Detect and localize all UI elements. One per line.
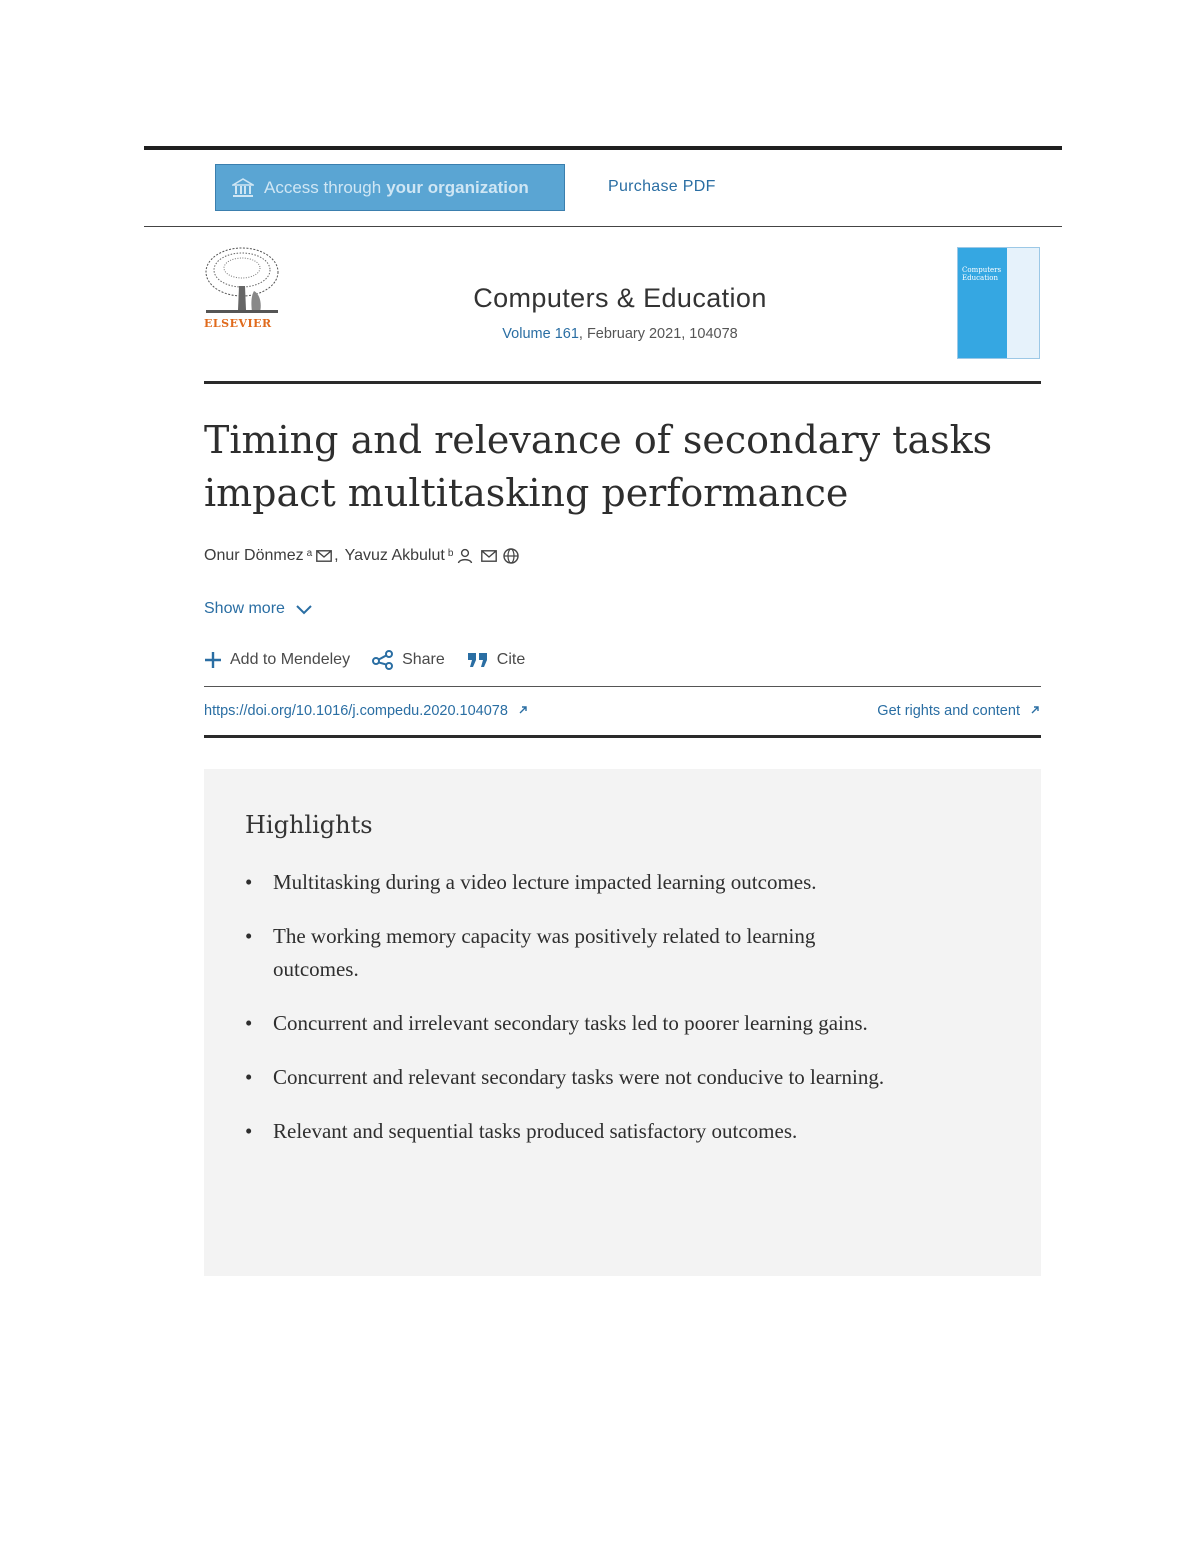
email-icon[interactable] <box>316 550 332 562</box>
highlight-item: • Relevant and sequential tasks produced satisfactory outcomes. <box>245 1115 885 1148</box>
elsevier-wordmark: ELSEVIER <box>204 317 272 330</box>
get-rights-link[interactable] <box>877 703 1040 719</box>
external-link-icon <box>518 705 528 715</box>
article-title: Timing and relevance of secondary tasks impact multitasking performance <box>204 418 993 515</box>
journal-volume-info <box>420 326 820 342</box>
cover-title-line1: Computers <box>962 266 1002 274</box>
highlights-title: Highlights <box>245 811 373 839</box>
cover-title-line2: Education <box>962 274 998 282</box>
cover-blue-panel <box>958 248 1007 358</box>
show-more-label: Show more <box>204 600 285 617</box>
external-link-icon <box>1030 705 1040 715</box>
access-through-organization-button[interactable] <box>215 164 565 211</box>
journal-divider <box>204 381 1041 384</box>
actions-divider <box>204 686 1041 687</box>
header-divider <box>144 226 1062 227</box>
purchase-pdf-link[interactable]: Purchase PDF <box>608 178 716 195</box>
doi-link[interactable] <box>204 703 528 719</box>
institution-icon <box>232 178 254 198</box>
doi-divider <box>204 735 1041 738</box>
author-list <box>204 547 519 565</box>
journal-title[interactable]: Computers & Education <box>473 283 767 313</box>
plus-icon <box>204 651 222 669</box>
author-affiliation-2[interactable]: b <box>447 547 454 559</box>
volume-details: , February 2021, 104078 <box>578 326 738 342</box>
show-more-button[interactable] <box>204 600 313 618</box>
doi-text: https://doi.org/10.1016/j.compedu.2020.104078 <box>204 703 508 719</box>
cite-label: Cite <box>496 651 526 668</box>
globe-icon[interactable] <box>503 548 519 564</box>
author-separator: , <box>334 547 339 564</box>
journal-cover-thumbnail[interactable] <box>957 247 1040 359</box>
highlights-panel <box>204 769 1041 1276</box>
cover-title <box>962 266 1001 282</box>
highlight-item: • Concurrent and irrelevant secondary tasks led to poorer learning gains. <box>245 1007 885 1040</box>
highlight-item: • The working memory capacity was positively related to learning outcomes. <box>245 920 885 986</box>
share-label: Share <box>402 651 445 668</box>
access-label: Access through <box>264 177 382 197</box>
email-icon[interactable] <box>481 550 497 562</box>
top-border <box>144 146 1062 150</box>
highlight-item: • Concurrent and relevant secondary tasks were not conducive to learning. <box>245 1061 885 1094</box>
mendeley-label: Add to Mendeley <box>230 651 351 668</box>
author-name-1[interactable]: Onur Dönmez <box>204 547 304 564</box>
article-actions <box>204 650 547 670</box>
share-icon <box>372 650 394 670</box>
add-to-mendeley-button[interactable] <box>204 651 350 669</box>
share-button[interactable] <box>372 650 445 670</box>
person-icon[interactable] <box>457 548 473 564</box>
access-label-bold: your organization <box>386 177 529 197</box>
quote-icon <box>467 652 489 668</box>
volume-link[interactable]: Volume 161 <box>502 326 579 342</box>
rights-text: Get rights and content <box>877 703 1020 719</box>
highlight-item: • Multitasking during a video lecture impacted learning outcomes. <box>245 866 885 899</box>
cite-button[interactable] <box>467 651 525 669</box>
highlights-list <box>245 866 885 1169</box>
author-affiliation-1[interactable]: a <box>306 547 313 559</box>
chevron-down-icon <box>295 603 313 615</box>
author-name-2[interactable]: Yavuz Akbulut <box>344 547 445 564</box>
